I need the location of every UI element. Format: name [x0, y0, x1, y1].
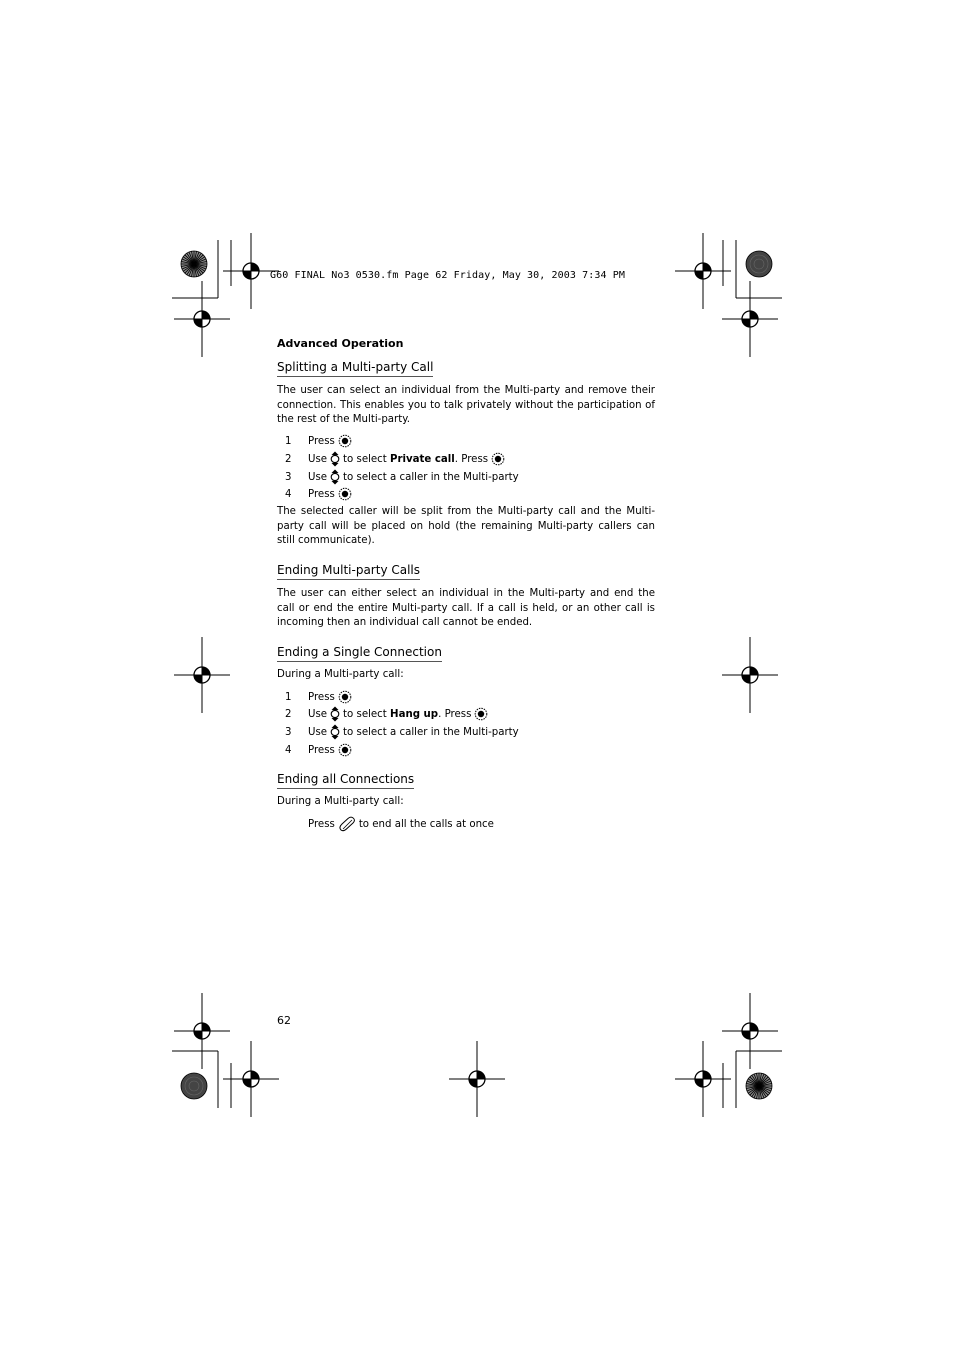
step-number: 3 [285, 726, 292, 738]
center-select-key-icon [338, 434, 352, 448]
center-select-key-icon [338, 690, 352, 704]
step-text: Press [308, 691, 335, 703]
section-heading-splitting: Splitting a Multi-party Call [277, 360, 433, 377]
step-number: 3 [285, 471, 292, 483]
step-text: Use [308, 726, 328, 738]
section-heading-ending-calls: Ending Multi-party Calls [277, 563, 420, 580]
step-text: Use [308, 453, 328, 465]
section-heading-single-connection: Ending a Single Connection [277, 645, 442, 662]
center-select-key-icon [491, 452, 505, 466]
print-slug-line: G60 FINAL No3 0530.fm Page 62 Friday, May 30, 2003 7:34 PM [270, 270, 625, 281]
instruction-row [308, 815, 494, 833]
center-select-key-icon [338, 487, 352, 501]
step-number: 2 [285, 708, 292, 720]
section-intro-splitting: The user can select an individual from the Multi-party and remove their connection. This enables you to talk privately without the participation of the rest of the Multi-party. [277, 385, 655, 425]
menu-option-private-call: Private call [390, 453, 455, 465]
section-intro-ending-calls: The user can either select an individual in the Multi-party and end the call or end the entire Multi-party call. If a call is held, or an other call is incoming then an individual call cannot be ended. [277, 588, 655, 628]
chapter-title: Advanced Operation [277, 337, 404, 350]
section-intro-single-connection: During a Multi-party call: [277, 669, 404, 680]
center-select-key-icon [474, 707, 488, 721]
step-text: . Press [454, 453, 489, 465]
step-row [285, 486, 355, 502]
up-down-navigation-key-icon [330, 706, 340, 722]
step-row [285, 724, 519, 740]
step-row [285, 469, 519, 485]
center-select-key-icon [338, 743, 352, 757]
step-text: to select a caller in the Multi-party [343, 471, 519, 483]
section-outro-splitting: The selected caller will be split from the Multi-party call and the Multi-party call will be placed on hold (the remaining Multi-party callers can still communicate). [277, 506, 655, 546]
step-row [285, 433, 355, 449]
step-number: 4 [285, 488, 292, 500]
step-row [285, 451, 508, 467]
up-down-navigation-key-icon [330, 724, 340, 740]
end-call-key-icon [338, 816, 356, 832]
up-down-navigation-key-icon [330, 451, 340, 467]
menu-option-hang-up: Hang up [390, 708, 439, 720]
step-text: Use [308, 708, 328, 720]
step-text: to select a caller in the Multi-party [343, 726, 519, 738]
step-number: 1 [285, 435, 292, 447]
instruction-text: Press [308, 818, 335, 830]
step-text: Use [308, 471, 328, 483]
step-number: 2 [285, 453, 292, 465]
step-number: 4 [285, 744, 292, 756]
up-down-navigation-key-icon [330, 469, 340, 485]
step-text: . Press [438, 708, 472, 720]
step-row [285, 742, 355, 758]
step-text: to select [343, 453, 387, 465]
section-intro-all-connections: During a Multi-party call: [277, 796, 404, 807]
page-number: 62 [277, 1014, 291, 1027]
step-text: Press [308, 744, 335, 756]
step-text: Press [308, 435, 335, 447]
section-heading-all-connections: Ending all Connections [277, 772, 414, 789]
instruction-text: to end all the calls at once [358, 818, 494, 830]
step-row [285, 689, 355, 705]
step-row [285, 706, 491, 722]
step-number: 1 [285, 691, 292, 703]
step-text: Press [308, 488, 335, 500]
step-text: to select [343, 708, 387, 720]
